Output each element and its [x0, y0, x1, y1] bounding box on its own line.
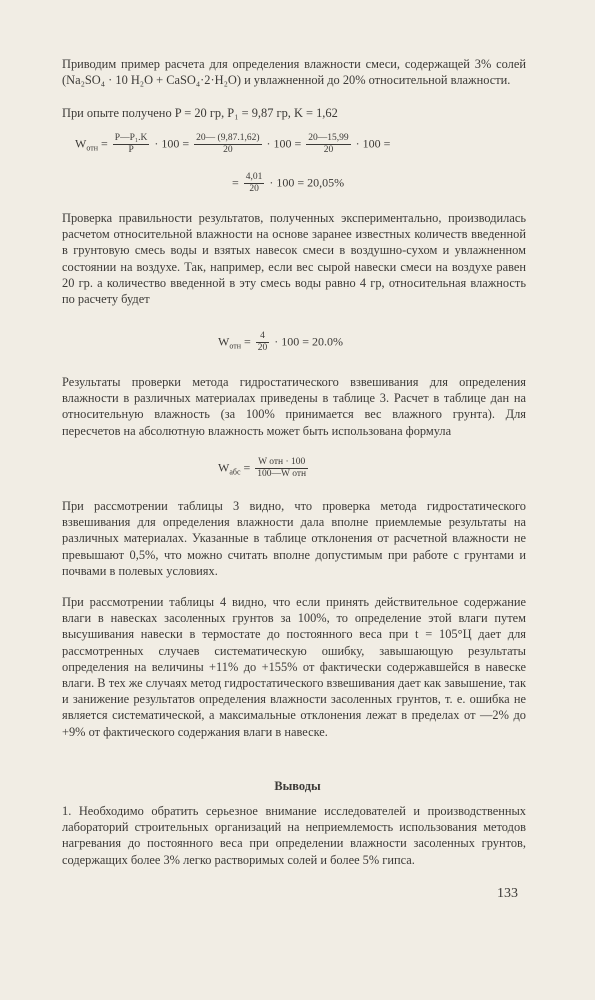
- eq4-sub: абс: [229, 467, 241, 477]
- eq4-num: W отн · 100: [255, 457, 308, 469]
- section-heading: Выводы: [274, 779, 321, 793]
- eq1-frac2: [194, 133, 261, 156]
- eq1-end: · 100 =: [355, 136, 391, 151]
- eq1-lhs: W: [75, 136, 87, 151]
- para-p1: Приводим пример расчета для определения влажности смеси, содержащей 3% солей (Na₂SO₄ · 10 H₂O + CaSO₄·2·H₂O) и увлажненной до 20% относительной влажности.: [62, 57, 526, 88]
- eq2-frac: [244, 172, 265, 195]
- eq2-pre: =: [232, 175, 239, 190]
- eq2-num: 4,01: [245, 172, 263, 182]
- paragraph-6: [62, 594, 526, 740]
- para-p2: При опыте получено P = 20 гр, P₁ = 9,87 гр, K = 1,62: [62, 106, 338, 120]
- eq1-frac1: [113, 133, 150, 156]
- eq3-den: 20: [257, 343, 268, 353]
- paragraph-3: [62, 210, 526, 307]
- eq4-frac: [255, 457, 308, 480]
- eq1-mid1: · 100 =: [154, 136, 190, 151]
- equation-4: $W_{абс}$ = $\frac{\text{W отн · 100}}{\text{100—W отн}}$: [218, 457, 307, 479]
- paragraph-5: [62, 498, 526, 579]
- eq1-f2-den: 20: [223, 145, 233, 155]
- eq4-lhs: W: [218, 460, 230, 475]
- equation-1: $W_{отн}$ = $\frac{\text{P—P₁.K}}{P}$ · 100 = $\frac{20— (9,87.1,62)}{20}$ · 100 = $\frac{20—15,99}{20}$ · 100 =: [75, 133, 391, 155]
- eq2-den: 20: [249, 184, 259, 194]
- eq1-f3-den: 20: [323, 145, 334, 155]
- para-p3: Проверка правильности результатов, полученных экспериментально, производилась расчетом относительной влажности на основе заранее известных количеств введенной в грунтовую смесь воды и взятых навесок смеси в воздушно-сухом и увлажненном состоянии на воздухе. Так, например, если вес сырой навески смеси на воздухе равен 20 гр. а количество введенной в эту смесь воды равно 4 гр, относительная влажность по расчету будет: [62, 211, 526, 307]
- eq2-end: · 100 = 20,05%: [269, 175, 345, 190]
- paragraph-1: [62, 56, 526, 88]
- eq1-f3-num: 20—15,99: [308, 133, 349, 143]
- eq3-end: · 100 = 20.0%: [274, 334, 344, 349]
- para-p4: Результаты проверки метода гидростатического взвешивания для определения влажности в различных материалах приведены в таблице 3. Расчет в таблице дан на относительную влажность (за 100% принимается вес влажного грунта). Для пересчетов на абсолютную влажность может быть использована формула: [62, 375, 526, 438]
- eq1-mid2: · 100 =: [266, 136, 302, 151]
- equation-2: [232, 172, 344, 195]
- eq3-num: 4: [256, 331, 270, 343]
- equation-3: $W_{отн}$ = $\frac{4}{20}$ · 100 = 20.0%: [218, 331, 344, 353]
- eq1-frac3: [306, 133, 350, 156]
- para-p6: При рассмотрении таблицы 4 видно, что если принять действительное содержание влаги в навесках засоленных грунтов за 100%, то определение этой влаги путем высушивания навески в термостате до постоянного веса при t = 105°Ц дает для рассмотренных случаев систематическую ошибку, завышающую результаты определения на величины +11% до +155% от фактически содержавшейся в навеске влаги. В тех же случаях метод гидростатического взвешивания дает как завышение, так и занижение результатов определения влажности засоленных грунтов, т. е. ошибка не является систематической, а максимальные отклонения лежат в пределах от —2% до +9% от фактического содержания влаги в навеске.: [62, 595, 526, 739]
- eq1-f1-num: P—P₁.K: [114, 133, 148, 143]
- eq3-sub: отн: [229, 341, 241, 351]
- paragraph-2: [62, 105, 526, 121]
- eq1-sub: отн: [86, 143, 98, 153]
- eq1-f1-den: P: [128, 145, 134, 155]
- para-p7: 1. Необходимо обратить серьезное внимание исследователей и производственных лабораторий строительных организаций на неприемлемость использования методов нагревания до постоянного веса при определении влажности засоленных грунтов, содержащих более 3% легко растворимых солей и более 5% гипса.: [62, 804, 526, 867]
- eq4-den: 100—W отн: [257, 469, 307, 479]
- para-p5: При рассмотрении таблицы 3 видно, что проверка метода гидростатического взвешивания для определения влажности дала вполне приемлемые результаты на различных материалах. Указанные в таблице отклонения от расчетной влажности не превышают 0,5%, что можно считать вполне допустимым при работе с грунтами и почвами в полевых условиях.: [62, 499, 526, 578]
- paragraph-7: [62, 803, 526, 868]
- eq1-f2-num: 20— (9,87.1,62): [196, 133, 260, 143]
- page-number: 133: [497, 886, 518, 901]
- eq3-frac: [256, 331, 270, 354]
- paragraph-4: [62, 374, 526, 439]
- eq3-lhs: W: [218, 334, 230, 349]
